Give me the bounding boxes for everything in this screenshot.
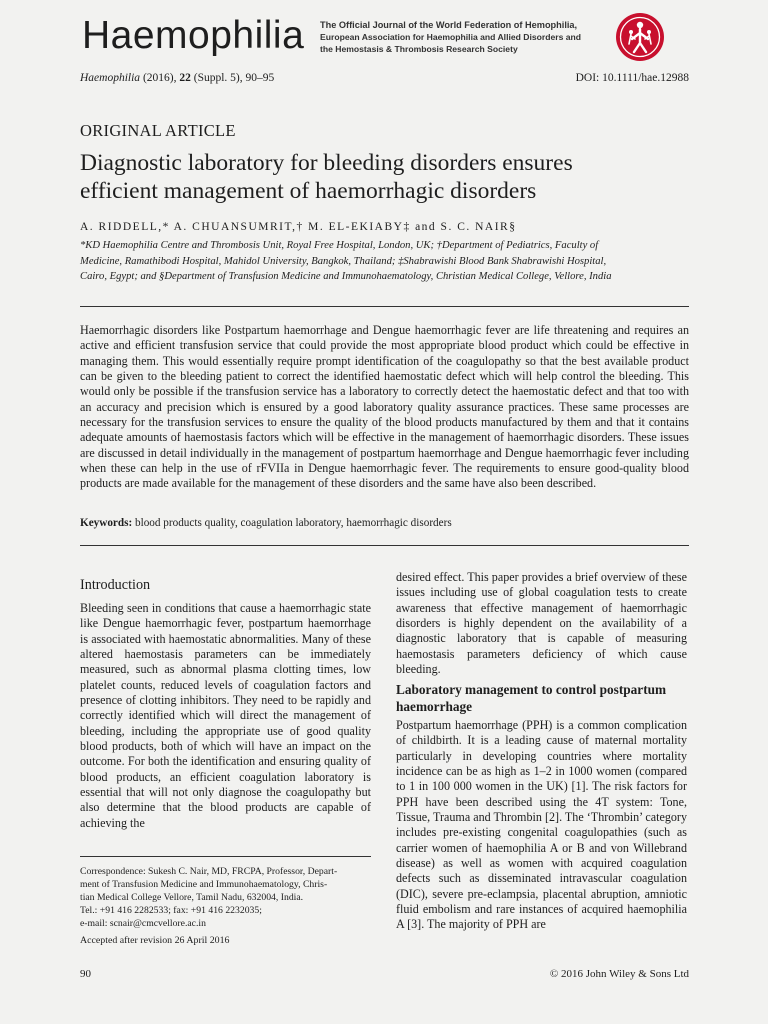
keywords: [80, 517, 452, 529]
citation-issue-pages: (Suppl. 5), 90–95: [193, 72, 275, 84]
doi[interactable]: DOI: 10.1111/hae.12988: [575, 72, 689, 84]
citation-journal: Haemophilia: [80, 72, 141, 84]
citation-volume: 22: [179, 72, 191, 84]
overview-paragraph: desired effect. This paper provides a brief overview of these issues including use of global coagulation tests to create awareness that effective management of haemorrhagic disorders is highly dependent on the availability of a diagnostic laboratory that is capable of measuring haemostasis parameters deficiency of which cause bleeding.: [396, 570, 687, 677]
citation: [80, 72, 274, 84]
authors: A. RIDDELL,* A. CHUANSUMRIT,† M. EL-EKIABY‡ and S. C. NAIR§: [80, 221, 517, 233]
journal-name: Haemophilia: [82, 14, 305, 57]
abstract-bottom-rule: [80, 545, 689, 546]
correspondence-email[interactable]: e-mail: scnair@cmcvellore.ac.in: [80, 917, 206, 929]
copyright: © 2016 John Wiley & Sons Ltd: [549, 968, 689, 980]
citation-year: (2016),: [142, 72, 177, 84]
section-heading-introduction: Introduction: [80, 577, 151, 593]
pph-paragraph: Postpartum haemorrhage (PPH) is a common complication of childbirth. It is a leading cause of maternal mortality particularly in developing countries where mortality incidence can be as high as 1–2 in 1000 women (compared to 1 in 100 000 women in the UK) [1]. The risk factors for PPH have been described using the 4T system: Tone, Tissue, Trauma and Thrombin [2]. The ‘Thrombin’ category includes pre-existing congenital coagulopathies (such as carrier women of haemophilia A or B and von Willebrand disease) as well as women with acquired coagulation defects such as disseminated intravascular coagulation (DIC), severe pre-eclampsia, placental abruption, amniotic fluid embolism and rare instances of acquired haemophilia A [3]. The majority of PPH are: [396, 718, 687, 932]
abstract-top-rule: [80, 306, 689, 307]
correspondence: [80, 866, 375, 931]
introduction-paragraph: Bleeding seen in conditions that cause a haemorrhagic state like Dengue haemorrhagic fever, postpartum haemorrhage is associated with haemostatic abnormalities. Many of these altered haemostasis parameters can be immediately measured, such as abnormal plasma clotting times, low platelet counts, reduced levels of coagulation factors and presence of clotting inhibitors. They need to be rapidly and correctly identified which will direct the management of bleeding, including the appropriate use of good quality blood products, both of which will have an impact on the outcome. For both the identification and ensuring quality of blood products, an efficient coagulation laboratory is essential that will not only diagnose the coagulopathy but also determine that the blood products are capable of achieving the: [80, 601, 371, 830]
correspondence-line: tian Medical College Vellore, Tamil Nadu, 632004, India.: [80, 891, 304, 903]
journal-masthead: [0, 0, 768, 62]
journal-description-line: European Association for Haemophilia and Allied Disorders and: [320, 32, 582, 42]
keywords-label: Keywords:: [80, 517, 133, 529]
correspondence-line: ment of Transfusion Medicine and Immunohaematology, Chris-: [80, 878, 328, 890]
accepted-date: Accepted after revision 26 April 2016: [80, 935, 230, 946]
section-heading-laboratory-management: Laboratory management to control postpartum haemorrhage: [396, 682, 667, 714]
affiliation-line: Medicine, Ramathibodi Hospital, Mahidol University, Bangkok, Thailand; ‡Shabrawishi Blood Bank Shabrawishi Hospital,: [80, 255, 607, 267]
wfh-logo-icon: [614, 11, 666, 63]
journal-description-line: the Hemostasis & Thrombosis Research Society: [320, 44, 518, 54]
journal-description: [320, 19, 610, 55]
affiliation-line: Cairo, Egypt; and §Department of Transfusion Medicine and Immunohaematology, Christian Medical College, Vellore, India: [80, 271, 612, 282]
article-title-line: efficient management of haemorrhagic disorders: [80, 178, 537, 204]
affiliation-line: *KD Haemophilia Centre and Thrombosis Unit, Royal Free Hospital, London, UK; †Department of Pediatrics, Faculty of: [80, 240, 599, 251]
correspondence-line: Correspondence: Sukesh C. Nair, MD, FRCPA, Professor, Depart-: [80, 866, 338, 877]
journal-description-line: The Official Journal of the World Federation of Hemophilia,: [320, 20, 578, 30]
affiliations: [80, 238, 700, 285]
article-title-line: Diagnostic laboratory for bleeding disorders ensures: [80, 150, 573, 176]
page-number: 90: [80, 968, 91, 980]
article-title: [80, 149, 700, 205]
keywords-value: blood products quality, coagulation laboratory, haemorrhagic disorders: [135, 517, 452, 529]
article-type: ORIGINAL ARTICLE: [80, 121, 236, 140]
correspondence-line: Tel.: +91 416 2282533; fax: +91 416 2232035;: [80, 904, 262, 916]
footnote-rule: [80, 856, 371, 857]
abstract: Haemorrhagic disorders like Postpartum haemorrhage and Dengue haemorrhagic fever are life threatening and requires an active and efficient transfusion service that could provide the most appropriate blood product which could be effective in managing them. This would essentially require prompt identification of the coagulopathy so that the best available product can be given to the bleeding patient to correct the identified haemostatic defect which will help control the bleeding. This would only be possible if the transfusion service has a laboratory to correctly detect the haemostatic defect and that too with an accuracy and precision which is ensured by a good laboratory quality assurance practices. These same processes are necessary for the transfusion services to ensure the quality of the blood products manufactured by them and that it contains adequate amounts of haemostasis factors which will be effective in the management of haemorrhagic disorders. These issues are discussed in detail individually in the management of postpartum haemorrhage and Dengue haemorrhagic fever including when these can help in the use of rFVIIa in Dengue haemorrhagic fever. The requirements to ensure good-quality blood products are made available for the management of these disorders and the same have also been described.: [80, 323, 689, 491]
